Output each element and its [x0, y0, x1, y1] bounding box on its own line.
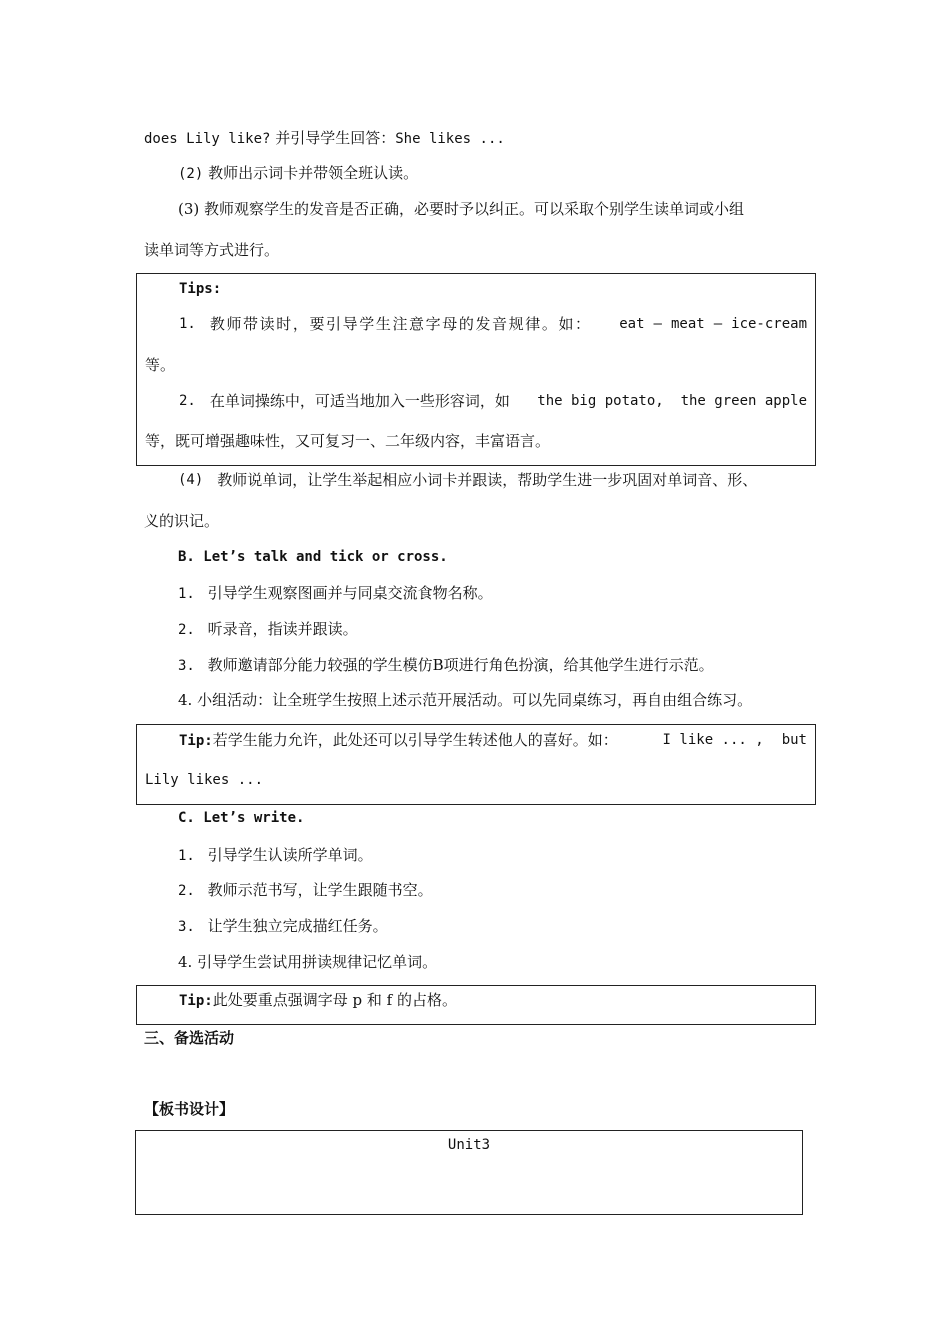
text-line — [144, 128, 505, 149]
list-text: 引导学生认读所学单词。 — [207, 846, 373, 864]
list-number: 1. — [179, 316, 196, 332]
tip-text: 在单词操练中，可适当地加入一些形容词，如 — [209, 392, 510, 410]
list-item: 4. 小组活动：让全班学生按照上述示范开展活动。可以先同桌练习，再自由组合练习。 — [178, 691, 753, 709]
list-number: 1. — [178, 586, 195, 602]
list-item — [178, 655, 714, 676]
list-text: 听录音，指读并跟读。 — [207, 620, 358, 638]
separator: – — [713, 316, 723, 332]
list-item — [178, 880, 433, 901]
separator: – — [653, 316, 662, 332]
list-number: 3. — [178, 658, 195, 674]
list-text: 让学生独立完成描红任务。 — [207, 917, 388, 935]
list-item — [178, 845, 373, 866]
list-number: (2) — [178, 166, 204, 182]
list-item — [178, 583, 493, 604]
example-phrase: but — [781, 732, 807, 748]
list-number: 2. — [178, 883, 195, 899]
list-text: 教师邀请部分能力较强的学生模仿B项进行角色扮演，给其他学生进行示范。 — [207, 656, 714, 674]
list-number: 3. — [178, 919, 195, 935]
example-word: ice-cream — [731, 316, 807, 332]
list-number: 2. — [178, 622, 195, 638]
list-number: (4) — [178, 472, 204, 488]
list-item: 4. 引导学生尝试用拼读规律记忆单词。 — [178, 953, 438, 971]
text-line — [178, 163, 418, 184]
list-number: 2. — [179, 393, 196, 409]
tip-item — [179, 391, 807, 411]
section-b-heading: B. Let’s talk and tick or cross. — [178, 549, 448, 565]
tip-continuation: 等，既可增强趣味性，又可复习一、二年级内容，丰富语言。 — [145, 432, 551, 450]
tip-item — [179, 314, 807, 334]
example-phrase: I like ... , — [662, 732, 764, 748]
tip-box-c — [136, 985, 816, 1025]
tips-title: Tips: — [179, 281, 222, 297]
english-text: does Lily like? — [144, 131, 271, 147]
tip-box-b — [136, 724, 816, 805]
board-heading: 【板书设计】 — [144, 1100, 235, 1118]
tip-label: Tip: — [179, 993, 213, 1009]
paragraph-text: 教师说单词，让学生举起相应小词卡并跟读，帮助学生进一步巩固对单词音、形、 — [217, 471, 758, 489]
list-text: 引导学生观察图画并与同桌交流食物名称。 — [207, 584, 493, 602]
board-unit-title: Unit3 — [447, 1137, 491, 1153]
tip-continuation: Lily likes ... — [145, 772, 264, 788]
text-line — [178, 470, 816, 490]
tips-box — [136, 273, 816, 466]
tip-line — [179, 990, 457, 1011]
tip-text: 教师带读时，要引导学生注意字母的发音规律。如： — [209, 315, 592, 333]
tip-text: 若学生能力允许，此处还可以引导学生转述他人的喜好。如： — [212, 731, 618, 749]
chinese-text: 并引导学生回答： — [275, 129, 396, 147]
text-line: (3) 教师观察学生的发音是否正确，必要时予以纠正。可以采取个别学生读单词或小组 — [178, 200, 745, 218]
tip-continuation: 等。 — [145, 356, 176, 374]
example-phrase: the big potato, the green apple — [537, 393, 807, 409]
tip-line — [179, 730, 807, 751]
section-3-heading: 三、备选活动 — [144, 1029, 235, 1047]
section-c-heading: C. Let’s write. — [178, 810, 305, 826]
list-item — [178, 916, 388, 937]
text-line: 读单词等方式进行。 — [144, 241, 280, 259]
example-word: meat — [670, 316, 705, 332]
tip-label: Tip: — [179, 733, 213, 749]
list-number: 1. — [178, 848, 195, 864]
tip-text: 此处要重点强调字母 p 和 f 的占格。 — [212, 991, 457, 1009]
list-item — [178, 619, 358, 640]
board-box — [135, 1130, 803, 1215]
example-word: eat — [619, 316, 645, 332]
list-text: 教师示范书写，让学生跟随书空。 — [207, 881, 433, 899]
text-line: 义的识记。 — [144, 512, 220, 530]
paragraph-text: 教师出示词卡并带领全班认读。 — [208, 164, 419, 182]
english-text: She likes ... — [395, 131, 505, 147]
